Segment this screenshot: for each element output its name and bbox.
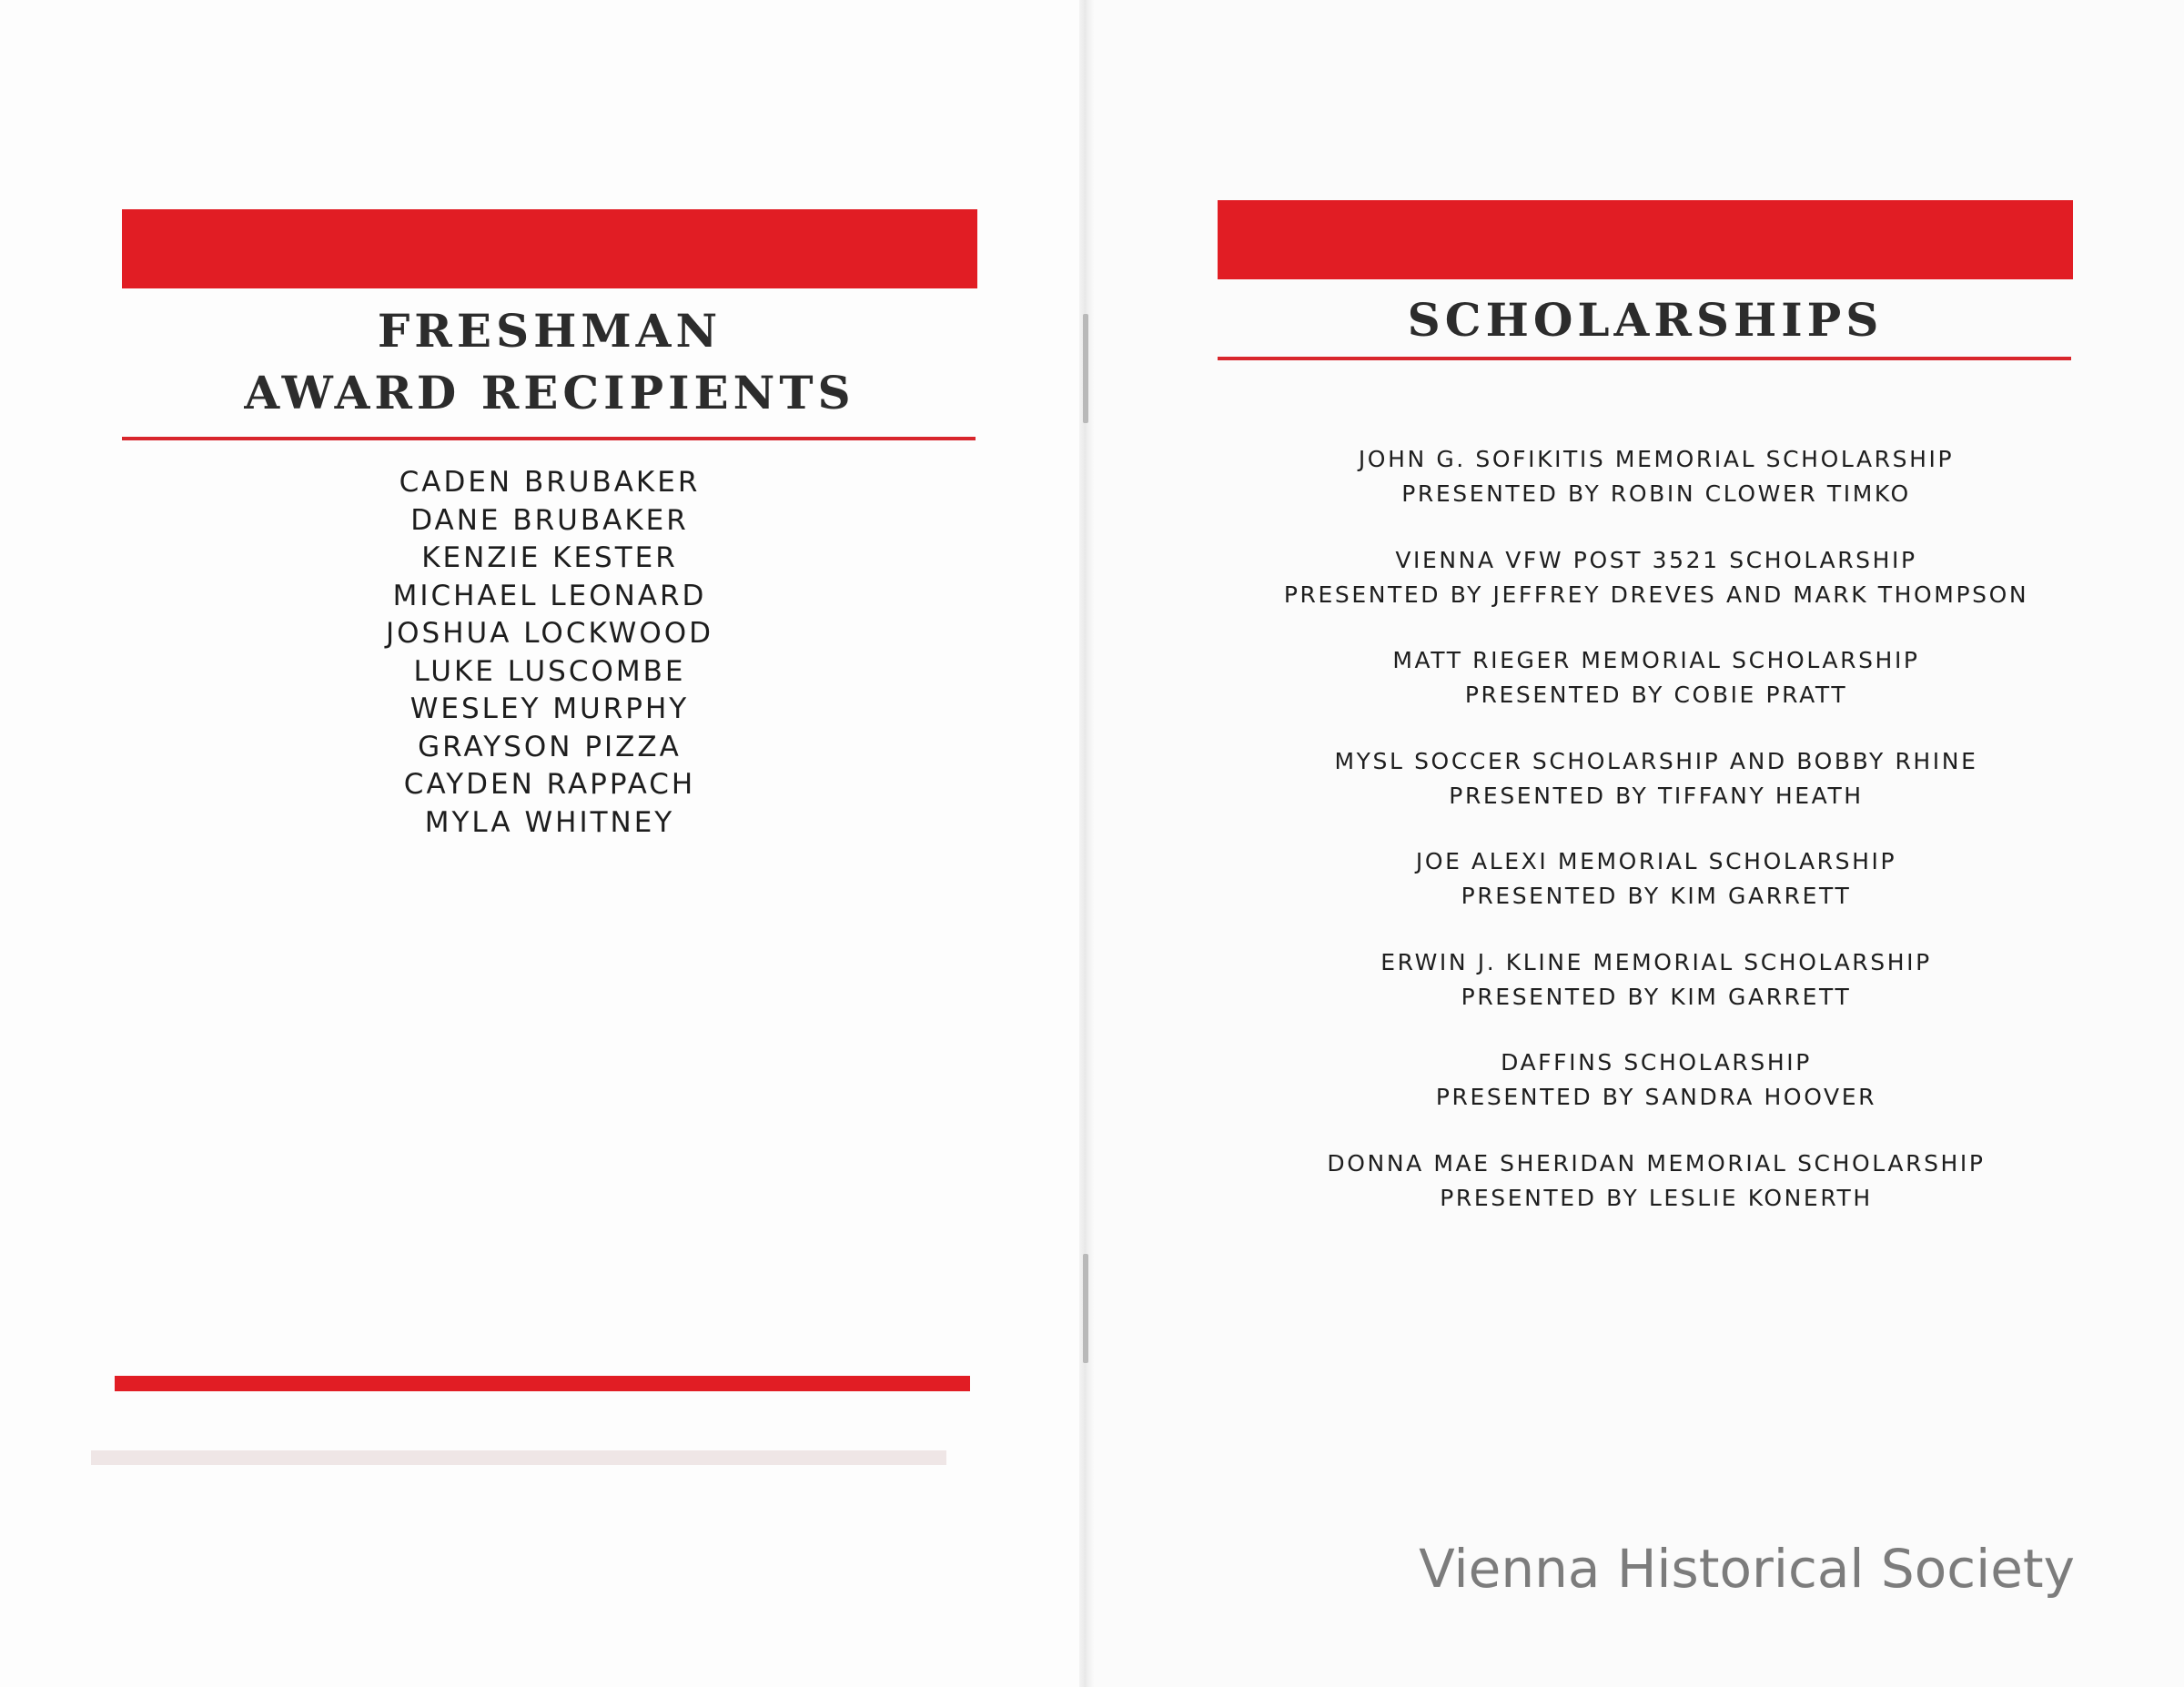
left-bottom-red-bar xyxy=(115,1376,970,1391)
scholarship-presenter: PRESENTED BY ROBIN CLOWER TIMKO xyxy=(1401,480,1911,507)
scholarship-list xyxy=(1183,442,2129,1247)
left-bottom-shadow-rule xyxy=(91,1450,946,1465)
scholarship-name: MATT RIEGER MEMORIAL SCHOLARSHIP xyxy=(1392,647,1920,673)
scholarship-name: ERWIN J. KLINE MEMORIAL SCHOLARSHIP xyxy=(1380,948,1932,975)
right-top-red-bar xyxy=(1218,200,2073,279)
right-heading-underline xyxy=(1218,357,2071,360)
freshman-heading xyxy=(122,300,977,424)
left-top-red-bar xyxy=(122,209,977,288)
scholarship-name: MYSL SOCCER SCHOLARSHIP AND BOBBY RHINE xyxy=(1334,747,1978,774)
scholarship-name: JOHN G. SOFIKITIS MEMORIAL SCHOLARSHIP xyxy=(1358,446,1955,472)
recipient-name: LUKE LUSCOMBE xyxy=(413,654,686,688)
scholarship-presenter: PRESENTED BY COBIE PRATT xyxy=(1464,682,1848,708)
scholarship-presenter: PRESENTED BY KIM GARRETT xyxy=(1461,983,1852,1010)
scholarship-name: JOE ALEXI MEMORIAL SCHOLARSHIP xyxy=(1415,848,1897,874)
recipient-name: JOSHUA LOCKWOOD xyxy=(385,617,714,650)
scholarship-presenter: PRESENTED BY KIM GARRETT xyxy=(1461,883,1852,909)
scholarship-name: VIENNA VFW POST 3521 SCHOLARSHIP xyxy=(1395,546,1917,573)
scholarship-presenter: PRESENTED BY LESLIE KONERTH xyxy=(1440,1184,1873,1211)
recipient-name: MYLA WHITNEY xyxy=(424,805,675,839)
scholarship-entry xyxy=(1183,643,2129,744)
watermark: Vienna Historical Society xyxy=(1419,1538,2075,1600)
scholarship-entry xyxy=(1183,543,2129,644)
bottom-staple xyxy=(1083,1254,1088,1363)
scholarship-entry xyxy=(1183,1046,2129,1147)
scholarship-name: DONNA MAE SHERIDAN MEMORIAL SCHOLARSHIP xyxy=(1327,1149,1986,1177)
scholarship-entry xyxy=(1183,442,2129,543)
scholarship-entry xyxy=(1183,945,2129,1046)
scholarship-presenter: PRESENTED BY TIFFANY HEATH xyxy=(1449,782,1864,809)
scholarship-entry xyxy=(1183,744,2129,845)
recipient-name: MICHAEL LEONARD xyxy=(392,579,707,612)
recipient-list xyxy=(122,464,977,842)
recipient-name: CADEN BRUBAKER xyxy=(399,466,701,499)
heading-line-1: FRESHMAN xyxy=(377,304,723,358)
top-staple xyxy=(1083,314,1088,423)
recipient-name: GRAYSON PIZZA xyxy=(418,730,682,763)
heading-line-2: AWARD RECIPIENTS xyxy=(244,366,855,419)
recipient-name: WESLEY MURPHY xyxy=(410,692,690,725)
scholarship-name: DAFFINS SCHOLARSHIP xyxy=(1501,1049,1812,1076)
recipient-name: DANE BRUBAKER xyxy=(410,503,689,537)
recipient-name: KENZIE KESTER xyxy=(421,541,678,574)
scholarship-presenter: PRESENTED BY JEFFREY DREVES AND MARK THOMPSON xyxy=(1283,581,2029,608)
left-page xyxy=(0,0,1081,1687)
scholarship-entry xyxy=(1183,1147,2129,1248)
scholarship-entry xyxy=(1183,844,2129,945)
recipient-name: CAYDEN RAPPACH xyxy=(403,768,696,801)
scholarship-presenter: PRESENTED BY SANDRA HOOVER xyxy=(1435,1084,1877,1110)
left-heading-underline xyxy=(122,437,976,440)
scholarships-heading: SCHOLARSHIPS xyxy=(1407,293,1884,347)
